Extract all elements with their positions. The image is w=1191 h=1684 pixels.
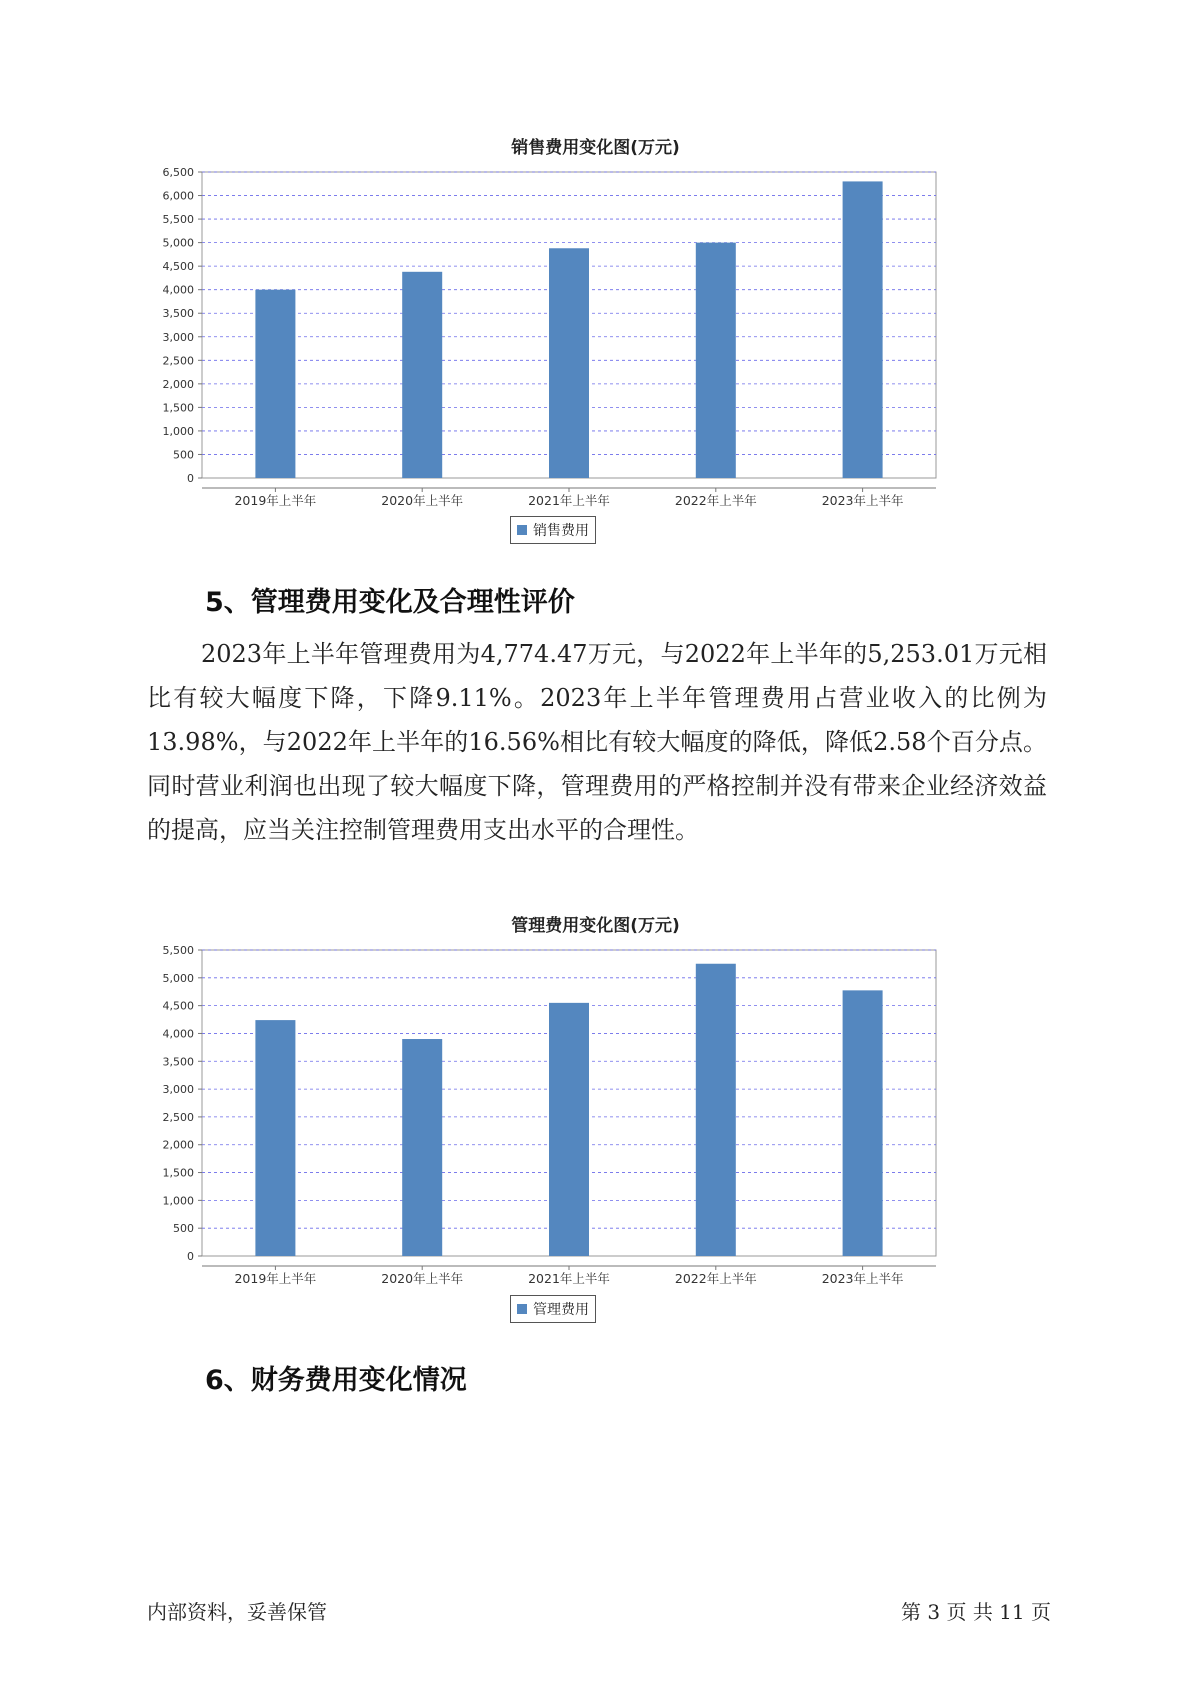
legend-label: 销售费用 bbox=[533, 523, 589, 539]
x-tick-label: 2021年上半年 bbox=[528, 1271, 610, 1286]
bar bbox=[549, 1003, 589, 1256]
x-tick-label: 2021年上半年 bbox=[528, 493, 610, 508]
admin-expense-paragraph-text: 2023年上半年管理费用为4,774.47万元，与2022年上半年的5,253.01万元相比有较大幅度下降，下降9.11%。2023年上半年管理费用占营业收入的比例为13.98%，与2022年上半年的16.56%相比有较大幅度的降低，降低2.58个百分点。同时营业利润也出现了较大幅度下降，管理费用的严格控制并没有带来企业经济效益的提高，应当关注控制管理费用支出水平的合理性。 bbox=[147, 640, 1047, 844]
y-tick-label: 2,000 bbox=[162, 1138, 194, 1152]
admin-expense-bar-chart bbox=[150, 938, 1020, 1328]
y-tick-label: 4,500 bbox=[162, 999, 194, 1013]
y-tick-label: 3,000 bbox=[162, 1083, 194, 1097]
legend-swatch bbox=[517, 525, 527, 535]
admin-expense-paragraph bbox=[147, 632, 1047, 852]
y-tick-label: 2,000 bbox=[162, 377, 194, 391]
y-tick-label: 2,500 bbox=[162, 354, 194, 368]
bar bbox=[843, 181, 883, 478]
y-tick-label: 1,500 bbox=[162, 1166, 194, 1180]
legend-swatch bbox=[517, 1304, 527, 1314]
x-tick-label: 2020年上半年 bbox=[381, 493, 464, 508]
x-tick-label: 2023年上半年 bbox=[821, 1271, 904, 1286]
x-tick-label: 2022年上半年 bbox=[674, 1271, 757, 1286]
section-heading-finance-expense: 6、财务费用变化情况 bbox=[205, 1365, 467, 1396]
y-tick-label: 500 bbox=[173, 1222, 194, 1236]
bar bbox=[843, 990, 883, 1256]
y-tick-label: 6,000 bbox=[162, 189, 194, 203]
y-tick-label: 3,500 bbox=[162, 307, 194, 321]
y-tick-label: 1,000 bbox=[162, 424, 194, 438]
x-tick-label: 2019年上半年 bbox=[234, 1271, 317, 1286]
y-tick-label: 5,500 bbox=[162, 944, 194, 957]
bar bbox=[549, 248, 589, 478]
bar bbox=[402, 1039, 442, 1256]
y-tick-label: 2,500 bbox=[162, 1110, 194, 1124]
bar bbox=[696, 964, 736, 1256]
legend-label: 管理费用 bbox=[533, 1302, 589, 1318]
x-tick-label: 2020年上半年 bbox=[381, 1271, 464, 1286]
bar bbox=[255, 1020, 295, 1256]
chart-legend-admin-expense bbox=[510, 1295, 596, 1323]
chart-title-sales-expense: 销售费用变化图(万元) bbox=[511, 138, 680, 158]
footer-page-number: 第 3 页 共 11 页 bbox=[901, 1600, 1051, 1624]
sales-expense-bar-chart bbox=[150, 160, 1020, 550]
section-heading-admin-expense: 5、管理费用变化及合理性评价 bbox=[205, 587, 575, 618]
y-tick-label: 3,500 bbox=[162, 1055, 194, 1069]
y-tick-label: 4,000 bbox=[162, 283, 194, 297]
y-tick-label: 1,500 bbox=[162, 401, 194, 415]
bar bbox=[402, 272, 442, 478]
y-tick-label: 0 bbox=[187, 1250, 194, 1263]
bar bbox=[696, 243, 736, 478]
y-tick-label: 5,000 bbox=[162, 236, 194, 250]
chart-legend-sales-expense bbox=[510, 516, 596, 544]
y-tick-label: 4,500 bbox=[162, 260, 194, 274]
y-tick-label: 0 bbox=[187, 472, 194, 485]
y-tick-label: 500 bbox=[173, 448, 194, 462]
bar bbox=[255, 290, 295, 478]
y-tick-label: 3,000 bbox=[162, 330, 194, 344]
y-tick-label: 4,000 bbox=[162, 1027, 194, 1041]
x-tick-label: 2019年上半年 bbox=[234, 493, 317, 508]
x-tick-label: 2022年上半年 bbox=[674, 493, 757, 508]
x-tick-label: 2023年上半年 bbox=[821, 493, 904, 508]
y-tick-label: 6,500 bbox=[162, 166, 194, 179]
chart-title-admin-expense: 管理费用变化图(万元) bbox=[511, 916, 680, 936]
y-tick-label: 5,000 bbox=[162, 971, 194, 985]
y-tick-label: 5,500 bbox=[162, 213, 194, 227]
y-tick-label: 1,000 bbox=[162, 1194, 194, 1208]
footer-confidential-note: 内部资料，妥善保管 bbox=[147, 1600, 327, 1624]
